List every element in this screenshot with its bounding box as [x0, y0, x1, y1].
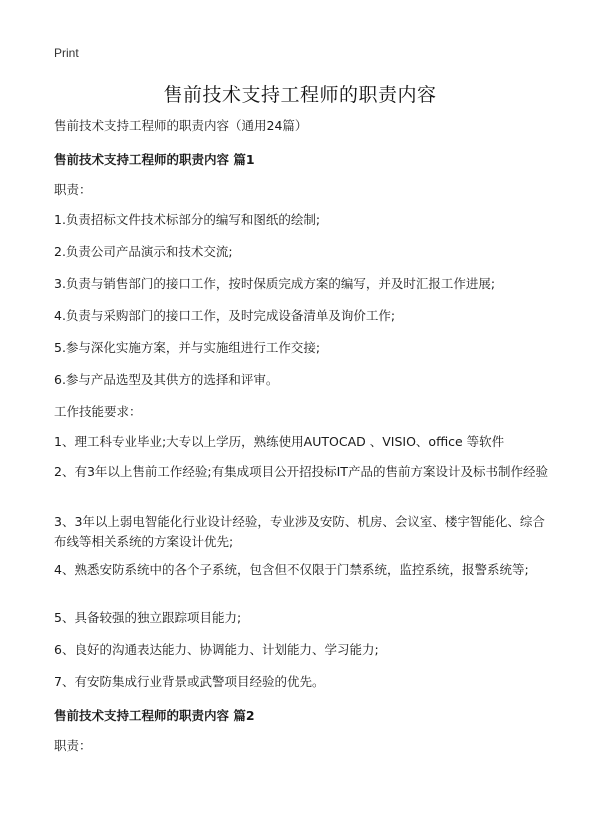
duty-item: 2.负责公司产品演示和技术交流; — [54, 244, 233, 259]
section-2-heading: 售前技术支持工程师的职责内容 篇2 — [54, 708, 255, 723]
section-1-heading: 售前技术支持工程师的职责内容 篇1 — [54, 152, 255, 167]
duty-item: 6.参与产品选型及其供方的选择和评审。 — [54, 372, 279, 387]
duty-item: 4.负责与采购部门的接口工作，及时完成设备清单及询价工作; — [54, 308, 396, 323]
print-label: Print — [54, 46, 79, 60]
skill-item: 1、理工科专业毕业;大专以上学历，熟练使用AUTOCAD 、VISIO、office 等软件 — [54, 434, 505, 449]
document-subtitle: 售前技术支持工程师的职责内容（通用24篇） — [54, 118, 308, 133]
document-title: 售前技术支持工程师的职责内容 — [163, 84, 437, 106]
duty-item: 5.参与深化实施方案，并与实施组进行工作交接; — [54, 340, 321, 355]
duty-item: 3.负责与销售部门的接口工作，按时保质完成方案的编写，并及时汇报工作进展; — [54, 276, 496, 291]
section-2-duties-label: 职责： — [54, 738, 92, 753]
skill-item: 7、有安防集成行业背景或武警项目经验的优先。 — [54, 674, 325, 689]
skill-item: 2、有3年以上售前工作经验;有集成项目公开招投标IT产品的售前方案设计及标书制作经验 — [54, 464, 548, 479]
skill-item: 3、3年以上弱电智能化行业设计经验，专业涉及安防、机房、会议室、楼宇智能化、综合布线等相关系统的方案设计优先; — [54, 514, 545, 549]
section-1-skills-label: 工作技能要求： — [54, 404, 142, 419]
duty-item: 1.负责招标文件技术标部分的编写和图纸的绘制; — [54, 212, 321, 227]
skill-item: 6、良好的沟通表达能力、协调能力、计划能力、学习能力; — [54, 642, 379, 657]
skill-item: 4、熟悉安防系统中的各个子系统，包含但不仅限于门禁系统，监控系统，报警系统等; — [54, 562, 529, 577]
skill-item: 5、具备较强的独立跟踪项目能力; — [54, 610, 242, 625]
section-1-duties-label: 职责： — [54, 182, 92, 197]
